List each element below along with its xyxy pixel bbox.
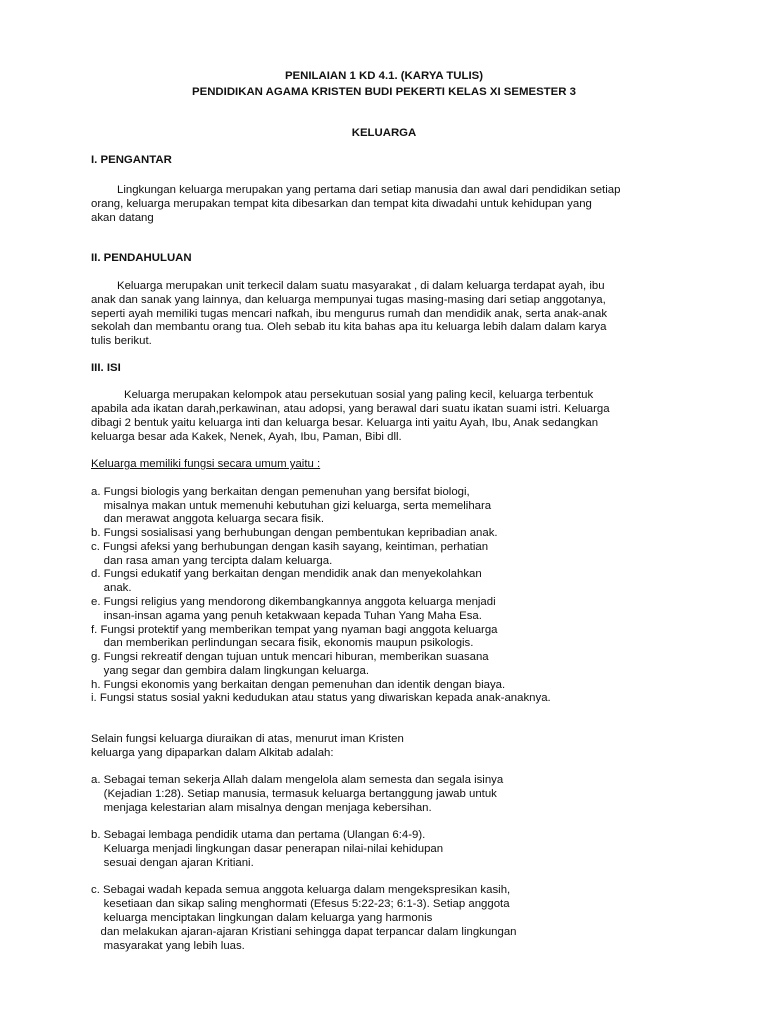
fungsi-heading: Keluarga memiliki fungsi secara umum yaitu :: [91, 458, 321, 470]
list-item: kesetiaan dan sikap saling menghormati (Efesus 5:22-23; 6:1-3). Setiap anggota: [91, 898, 510, 910]
paragraph-line: apabila ada ikatan darah,perkawinan, atau adopsi, yang berawal dari suatu ikatan suami istri. Keluarga: [91, 403, 610, 415]
doc-title: PENILAIAN 1 KD 4.1. (KARYA TULIS): [284, 70, 484, 82]
list-item: Keluarga menjadi lingkungan dasar penerapan nilai-nilai kehidupan: [91, 843, 444, 855]
paragraph-line: Selain fungsi keluarga diuraikan di atas, menurut iman Kristen: [91, 733, 404, 745]
list-item: (Kejadian 1:28). Setiap manusia, termasuk keluarga bertanggung jawab untuk: [91, 788, 497, 800]
list-item: dan rasa aman yang tercipta dalam keluarga.: [91, 555, 333, 567]
paragraph-line: tulis berikut.: [91, 335, 152, 347]
list-item: sesuai dengan ajaran Kritiani.: [91, 857, 254, 869]
list-item: dan memberikan perlindungan secara fisik, ekonomis maupun psikologis.: [91, 637, 474, 649]
paragraph-line: anak dan sanak yang lainnya, dan keluarga mempunyai tugas masing-masing dari setiap anggotanya,: [91, 294, 606, 306]
list-item: i. Fungsi status sosial yakni kedudukan atau status yang diwariskan kepada anak-anaknya.: [91, 692, 551, 704]
paragraph-line: orang, keluarga merupakan tempat kita dibesarkan dan tempat kita diwadahi untuk kehidupan yang: [91, 198, 592, 210]
section-heading-isi: III. ISI: [91, 362, 121, 374]
list-item: masyarakat yang lebih luas.: [91, 940, 245, 952]
list-item: g. Fungsi rekreatif dengan tujuan untuk mencari hiburan, memberikan suasana: [91, 651, 489, 663]
list-item: b. Fungsi sosialisasi yang berhubungan dengan pembentukan kepribadian anak.: [91, 527, 498, 539]
paragraph-line: keluarga besar ada Kakek, Nenek, Ayah, Ibu, Paman, Bibi dll.: [91, 431, 402, 443]
doc-topic: KELUARGA: [351, 127, 417, 139]
list-item: a. Fungsi biologis yang berkaitan dengan pemenuhan yang bersifat biologi,: [91, 486, 470, 498]
section-heading-pendahuluan: II. PENDAHULUAN: [91, 252, 192, 264]
list-item: b. Sebagai lembaga pendidik utama dan pertama (Ulangan 6:4-9).: [91, 829, 426, 841]
list-item: c. Sebagai wadah kepada semua anggota keluarga dalam mengekspresikan kasih,: [91, 884, 511, 896]
doc-subtitle: PENDIDIKAN AGAMA KRISTEN BUDI PEKERTI KELAS XI SEMESTER 3: [192, 86, 576, 98]
paragraph-line: akan datang: [91, 212, 154, 224]
list-item: f. Fungsi protektif yang memberikan tempat yang nyaman bagi anggota keluarga: [91, 624, 498, 636]
paragraph-line: keluarga yang dipaparkan dalam Alkitab adalah:: [91, 747, 334, 759]
list-item: anak.: [91, 582, 132, 594]
list-item: misalnya makan untuk memenuhi kebutuhan gizi keluarga, serta memelihara: [91, 500, 492, 512]
list-item: a. Sebagai teman sekerja Allah dalam mengelola alam semesta dan segala isinya: [91, 774, 504, 786]
list-item: c. Fungsi afeksi yang berhubungan dengan kasih sayang, keintiman, perhatian: [91, 541, 489, 553]
list-item: keluarga menciptakan lingkungan dalam keluarga yang harmonis: [91, 912, 433, 924]
list-item: menjaga kelestarian alam misalnya dengan menjaga kebersihan.: [91, 802, 432, 814]
paragraph-line: dibagi 2 bentuk yaitu keluarga inti dan keluarga besar. Keluarga inti yaitu Ayah, Ibu, Anak sedangkan: [91, 417, 599, 429]
list-item: d. Fungsi edukatif yang berkaitan dengan mendidik anak dan menyekolahkan: [91, 568, 482, 580]
list-item: e. Fungsi religius yang mendorong dikembangkannya anggota keluarga menjadi: [91, 596, 496, 608]
list-item: insan-insan agama yang penuh ketakwaan kepada Tuhan Yang Maha Esa.: [91, 610, 482, 622]
paragraph-line: Keluarga merupakan unit terkecil dalam suatu masyarakat , di dalam keluarga terdapat ayah, ibu: [117, 280, 605, 292]
paragraph-line: Keluarga merupakan kelompok atau persekutuan sosial yang paling kecil, keluarga terbentuk: [124, 389, 594, 401]
list-item: yang segar dan gembira dalam lingkungan keluarga.: [91, 665, 369, 677]
paragraph-line: seperti ayah memiliki tugas mencari nafkah, ibu mengurus rumah dan mendidik anak, serta anak-anak: [91, 308, 608, 320]
paragraph-line: sekolah dan membantu orang tua. Oleh sebab itu kita bahas apa itu keluarga lebih dalam dalam karya: [91, 321, 607, 333]
paragraph-line: Lingkungan keluarga merupakan yang pertama dari setiap manusia dan awal dari pendidikan setiap: [117, 184, 621, 196]
section-heading-pengantar: I. PENGANTAR: [91, 154, 172, 166]
list-item: dan melakukan ajaran-ajaran Kristiani sehingga dapat terpancar dalam lingkungan: [91, 926, 517, 938]
list-item: dan merawat anggota keluarga secara fisik.: [91, 513, 325, 525]
list-item: h. Fungsi ekonomis yang berkaitan dengan pemenuhan dan identik dengan biaya.: [91, 679, 506, 691]
